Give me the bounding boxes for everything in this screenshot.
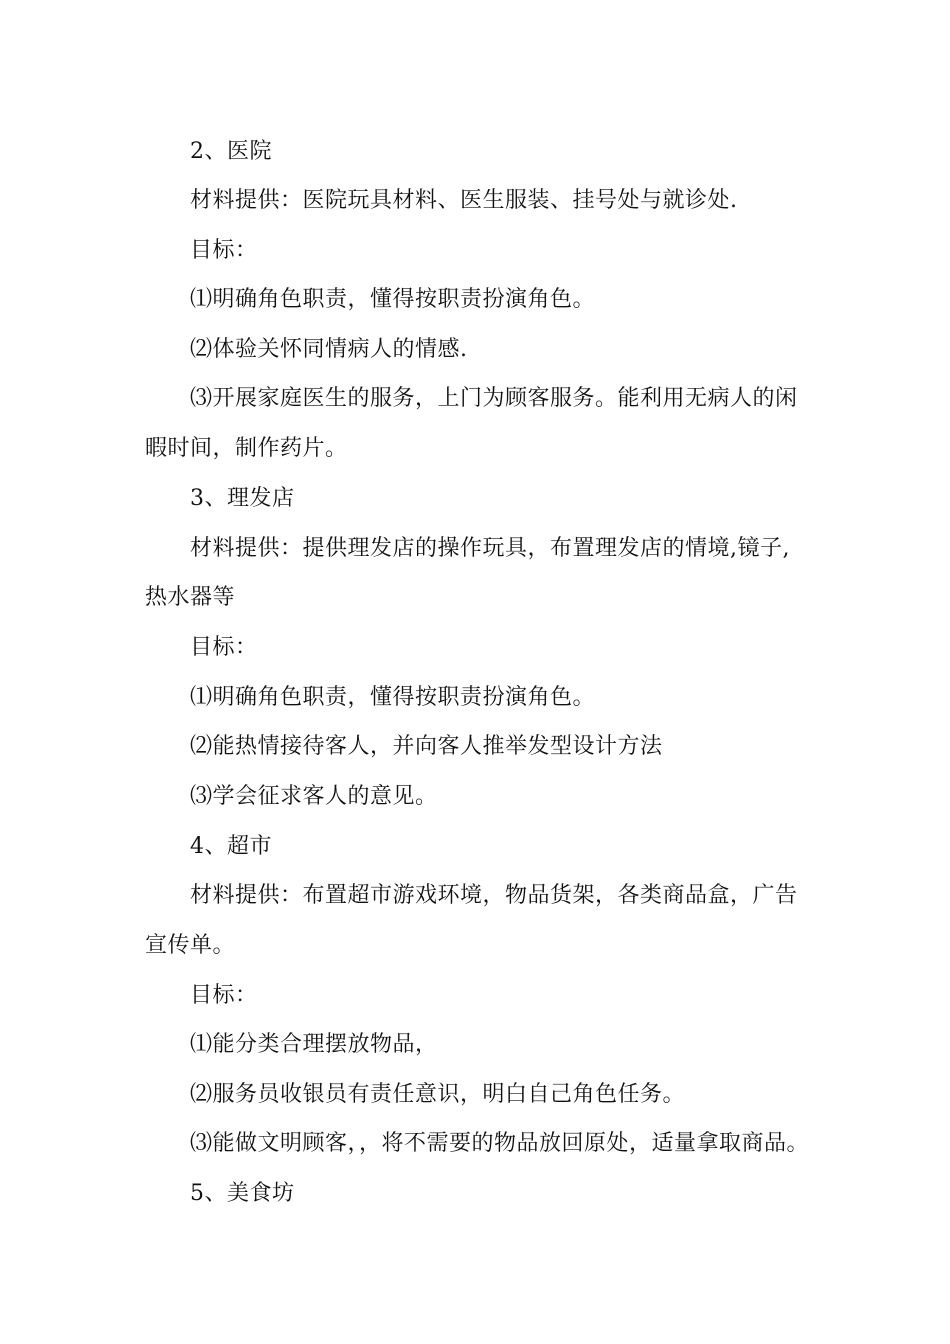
list-item: ⑵能热情接待客人，并向客人推举发型设计方法 [190, 734, 663, 759]
list-item: ⑶开展家庭医生的服务，上门为顾客服务。能利用无病人的闲 [190, 386, 798, 411]
paragraph-materials: 材料提供：医院玩具材料、医生服装、挂号处与就诊处. [190, 188, 738, 213]
paragraph-materials: 材料提供：布置超市游戏环境，物品货架，各类商品盒，广告 [190, 883, 798, 908]
paragraph-continuation: 宣传单。 [145, 933, 236, 958]
section-heading-hospital: 2、医院 [190, 139, 272, 164]
paragraph-materials: 材料提供：提供理发店的操作玩具，布置理发店的情境,镜子, [190, 536, 790, 561]
paragraph-goals-label: 目标： [190, 983, 258, 1008]
paragraph-goals-label: 目标： [190, 635, 258, 660]
section-heading-barbershop: 3、理发店 [190, 486, 295, 511]
section-heading-food-court: 5、美食坊 [190, 1181, 295, 1206]
list-item: ⑵服务员收银员有责任意识，明白自己角色任务。 [190, 1082, 686, 1107]
list-item: ⑵体验关怀同情病人的情感. [190, 337, 468, 362]
list-item: ⑶能做文明顾客，，将不需要的物品放回原处，适量拿取商品。 [190, 1131, 810, 1156]
paragraph-goals-label: 目标： [190, 238, 258, 263]
list-item-continuation: 暇时间，制作药片。 [145, 436, 348, 461]
list-item: ⑴能分类合理摆放物品， [190, 1032, 438, 1057]
section-heading-supermarket: 4、超市 [190, 834, 272, 859]
list-item: ⑶学会征求客人的意见。 [190, 784, 438, 809]
list-item: ⑴明确角色职责，懂得按职责扮演角色。 [190, 287, 596, 312]
list-item: ⑴明确角色职责，懂得按职责扮演角色。 [190, 685, 596, 710]
paragraph-continuation: 热水器等 [145, 585, 236, 610]
